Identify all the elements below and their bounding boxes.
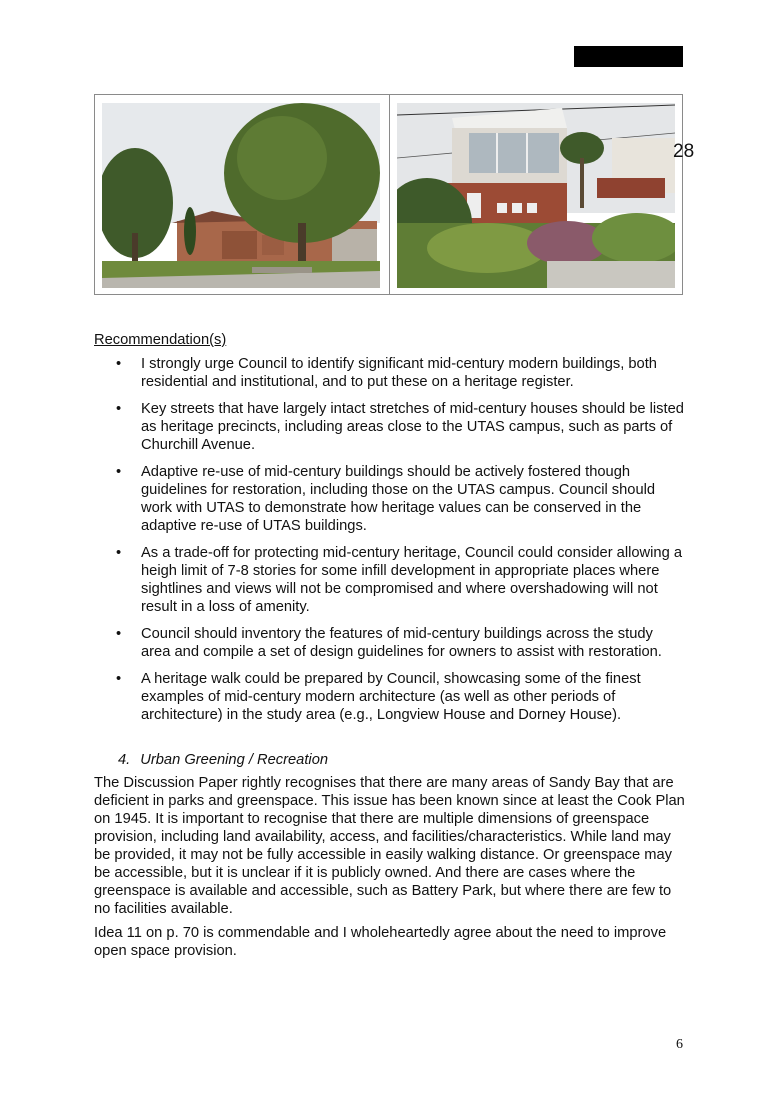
bullet-icon: • [116,545,122,561]
photo-divider [389,95,390,294]
list-item [94,400,686,454]
recommendations-heading: Recommendation(s) [94,332,227,348]
bullet-icon: • [116,356,122,372]
list-item-text: As a trade-off for protecting mid-century heritage, Council could consider allowing a heigh limit of 7-8 stories for some infill development in appropriate places where sightlines and views will not be compromised and where overshadowing will not result in a loss of amenity. [141,545,682,615]
list-item-text: I strongly urge Council to identify significant mid-century modern buildings, both residential and institutional, and to put these on a heritage register. [141,356,657,390]
paragraph: Idea 11 on p. 70 is commendable and I wholeheartedly agree about the need to improve open space provision. [94,925,667,959]
document-body [94,331,686,966]
bullet-icon: • [116,401,122,417]
section-number: 4. [118,752,131,768]
list-item [94,355,686,391]
paragraph: The Discussion Paper rightly recognises that there are many areas of Sandy Bay that are deficient in parks and greenspace. This issue has been known since at least the Cook Plan on 1945. It is important to recognise that there are multiple dimensions of greenspace provision, including land availability, access, and facilities/characteristics. While land may be provided, it may not be fully accessible in easily walking distance. Or greenspace may be accessible, but it is unclear if it is publicly owned. And there are cases where the greenspace is available and accessible, such as Battery Park, but where there are few to no facilities available. [94,775,685,917]
street-houses-photo [102,103,380,288]
bullet-icon: • [116,464,122,480]
section-heading [118,751,686,769]
page-number: 6 [676,1037,683,1052]
section-title: Urban Greening / Recreation [140,752,329,768]
list-item [94,670,686,724]
modernist-house-photo [397,103,675,288]
recommendation-list [94,355,686,724]
photo-table [94,94,683,295]
redaction-bar [574,46,683,67]
bullet-icon: • [116,626,122,642]
list-item-text: Council should inventory the features of mid-century buildings across the study area and compile a set of design guidelines for owners to assist with restoration. [141,626,662,660]
list-item-text: A heritage walk could be prepared by Council, showcasing some of the finest examples of mid-century modern architecture (as well as other periods of architecture) in the study area (e.g., Longview House and Dorney House). [141,671,641,723]
bullet-icon: • [116,671,122,687]
list-item-text: Key streets that have largely intact stretches of mid-century houses should be listed as heritage precincts, including areas close to the UTAS campus, such as parts of Churchill Avenue. [141,401,684,453]
list-item [94,463,686,535]
list-item [94,625,686,661]
page-stamp: 28 [673,141,695,162]
list-item [94,544,686,616]
list-item-text: Adaptive re-use of mid-century buildings should be actively fostered though guidelines for restoration, including those on the UTAS campus. Council should work with UTAS to demonstrate how heritage values can be conserved in the adaptive re-use of UTAS buildings. [141,464,656,534]
